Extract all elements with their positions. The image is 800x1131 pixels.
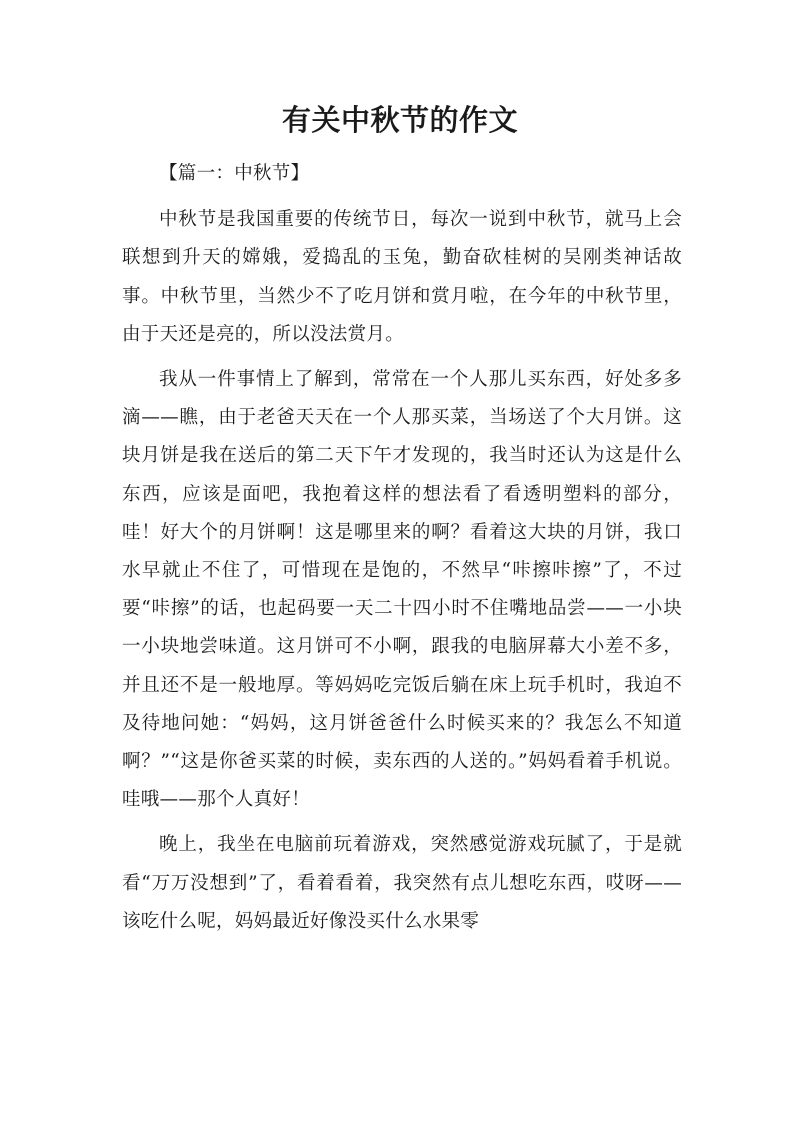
paragraph-2: 我从一件事情上了解到，常常在一个人那儿买东西，好处多多滴——瞧，由于老爸天天在一个人那买菜，当场送了个大月饼。这块月饼是我在送后的第二天下午才发现的，我当时还认为这是什么东西，应该是面吧，我抱着这样的想法看了看透明塑料的部分，哇！好大个的月饼啊！这是哪里来的啊？看着这大块的月饼，我口水早就止不住了，可惜现在是饱的，不然早“咔擦咔擦”了，不过要“咔擦”的话，也起码要一天二十四小时不住嘴地品尝——一小块一小块地尝味道。这月饼可不小啊，跟我的电脑屏幕大小差不多，并且还不是一般地厚。等妈妈吃完饭后躺在床上玩手机时，我迫不及待地问她：“妈妈，这月饼爸爸什么时候买来的？我怎么不知道啊？”“这是你爸买菜的时候，卖东西的人送的。”妈妈看着手机说。哇哦——那个人真好！ [122,369,682,811]
paragraph-1: 中秋节是我国重要的传统节日，每次一说到中秋节，就马上会联想到升天的嫦娥，爱捣乱的玉兔，勤奋砍桂树的吴刚类神话故事。中秋节里，当然少不了吃月饼和赏月啦，在今年的中秋节里，由于天还是亮的，所以没法赏月。 [122,209,682,345]
paragraph-3: 晚上，我坐在电脑前玩着游戏，突然感觉游戏玩腻了，于是就看“万万没想到”了，看着看着，我突然有点儿想吃东西，哎呀——该吃什么呢，妈妈最近好像没买什么水果零 [122,834,682,932]
document-body [122,155,682,941]
document-title: 有关中秋节的作文 [281,103,518,137]
section-heading: 【篇一：中秋节】 [159,163,310,184]
